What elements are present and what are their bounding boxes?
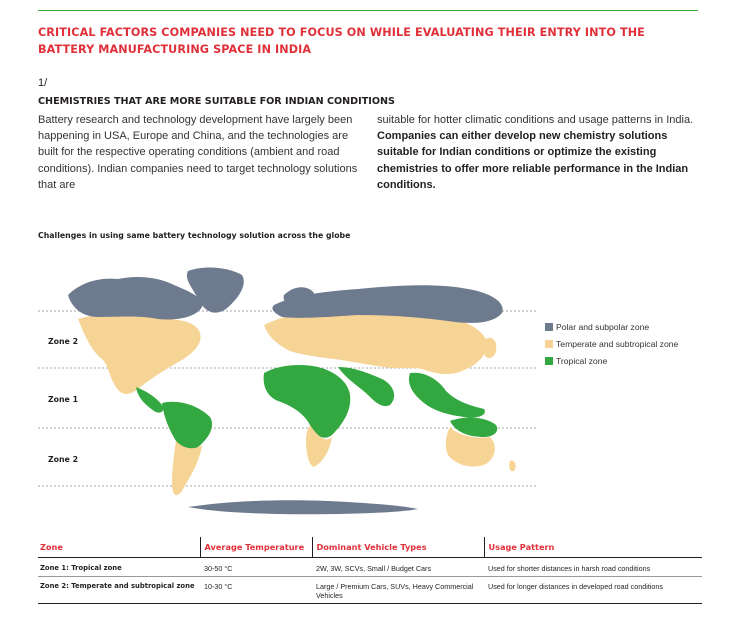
world-climate-zone-map (38, 255, 538, 515)
legend-label-tropical: Tropical zone (556, 355, 608, 366)
body-text-right (377, 112, 707, 193)
section-title: CHEMISTRIES THAT ARE MORE SUITABLE FOR INDIAN CONDITIONS (38, 96, 395, 107)
zone-label-top: Zone 2 (48, 337, 78, 346)
cell-vehicles: Large / Premium Cars, SUVs, Heavy Commercial Vehicles (312, 576, 484, 603)
legend-swatch-polar (545, 323, 553, 331)
header-average-temperature: Average Temperature (200, 537, 312, 557)
central-america-tropical (136, 387, 163, 413)
section-number: 1/ (38, 77, 48, 89)
southeast-asia-tropical (409, 373, 485, 418)
legend-item-temperate (545, 335, 678, 352)
cell-vehicles: 2W, 3W, SCVs, Small / Budget Cars (312, 557, 484, 576)
zone-comparison-table (38, 537, 702, 604)
table-header-row (38, 537, 702, 557)
legend-item-tropical (545, 352, 678, 369)
south-america-tropical (162, 402, 212, 451)
cell-temperature: 30-50 °C (200, 557, 312, 576)
north-america-polar (68, 277, 202, 320)
new-zealand-temperate (509, 461, 515, 472)
page-heading: CRITICAL FACTORS COMPANIES NEED TO FOCUS ON WHILE EVALUATING THEIR ENTRY INTO THE BATTERY MANUFACTURING SPACE IN INDIA (38, 26, 645, 56)
cell-usage: Used for longer distances in developed road conditions (484, 576, 702, 603)
header-dominant-vehicle-types: Dominant Vehicle Types (312, 537, 484, 557)
japan-temperate (483, 338, 496, 358)
table-row (38, 576, 702, 603)
cell-temperature: 10-30 °C (200, 576, 312, 603)
top-divider (38, 10, 698, 11)
cell-zone: Zone 1: Tropical zone (38, 557, 200, 576)
legend-label-polar: Polar and subpolar zone (556, 321, 650, 332)
antarctica-polar (188, 500, 418, 514)
zone-label-middle: Zone 1 (48, 395, 78, 404)
cell-usage: Used for shorter distances in harsh road conditions (484, 557, 702, 576)
body-text-right-bold: Companies can either develop new chemistry solutions suitable for Indian conditions or optimize the existing chemistries to offer more reliable performance in the Indian conditions. (377, 130, 689, 191)
cell-zone: Zone 2: Temperate and subtropical zone (38, 576, 200, 603)
header-usage-pattern: Usage Pattern (484, 537, 702, 557)
header-zone: Zone (38, 537, 200, 557)
body-text-right-plain: suitable for hotter climatic conditions and usage patterns in India. (377, 114, 694, 126)
body-text-left: Battery research and technology development have largely been happening in USA, Europe and China, and the technologies are built for the respective operating conditions (ambient and road conditions). Indian companies need to target technology solutions that are (38, 114, 358, 191)
legend-label-temperate: Temperate and subtropical zone (556, 338, 679, 349)
north-america-temperate (78, 314, 201, 394)
table-row (38, 557, 702, 576)
zone-label-bottom: Zone 2 (48, 455, 78, 464)
legend-item-polar (545, 318, 678, 335)
legend-swatch-temperate (545, 340, 553, 348)
africa-tropical (264, 365, 351, 438)
south-america-temperate (172, 441, 202, 495)
legend-swatch-tropical (545, 357, 553, 365)
map-legend (545, 318, 678, 369)
map-caption: Challenges in using same battery technology solution across the globe (38, 231, 351, 240)
